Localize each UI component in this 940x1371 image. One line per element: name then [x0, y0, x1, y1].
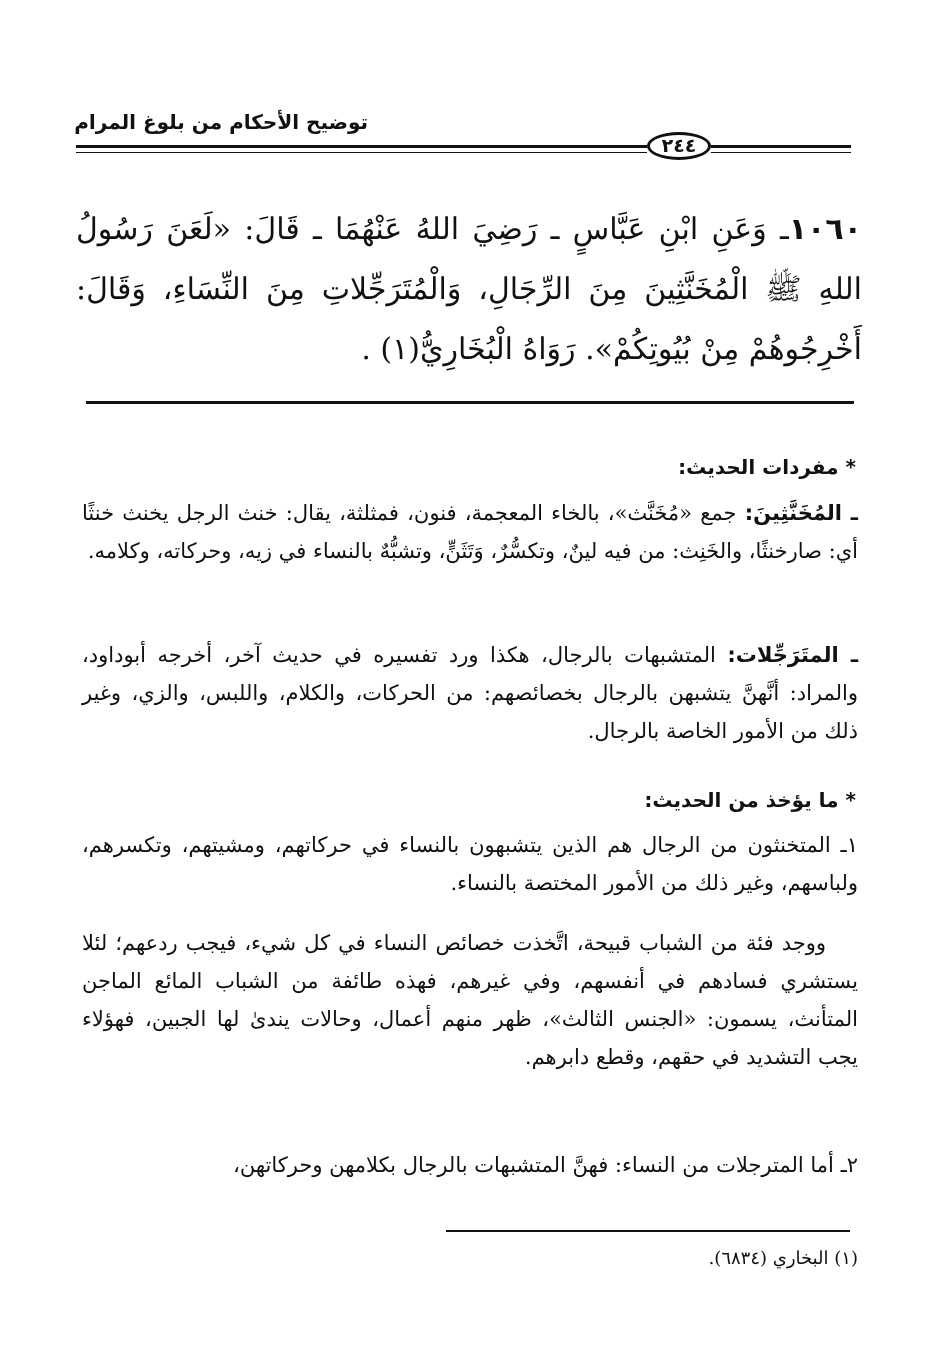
header-rule-left-top: [76, 145, 647, 148]
hadith-number: ١٠٦٠: [788, 212, 862, 247]
running-title: توضيح الأحكام من بلوغ المرام: [74, 110, 368, 134]
footnote: (١) البخاري (٦٨٣٤).: [708, 1248, 858, 1269]
vocab-term: ـ المُخَنَّثِينَ:: [744, 501, 858, 525]
vocab-term: ـ المتَرَجِّلات:: [727, 643, 858, 667]
vocab-item-mukhannathin: [82, 494, 858, 570]
vocab-item-mutarajjilat: [82, 636, 858, 750]
vocab-definition: جمع «مُخَنَّث»، بالخاء المعجمة، فنون، فمثلثة، يقال: خنث الرجل يخنث خنثًا أي: صارخنثًا، والخَنِث: من فيه لينٌ، وتكسُّرٌ، وَتَثَنٍّ، وتشبُّهٌ بالنساء في زيه، وحركاته، وكلامه.: [82, 501, 858, 563]
footnote-rule: [446, 1230, 850, 1232]
vocab-definition: المتشبهات بالرجال، هكذا ورد تفسيره في حديث آخر، أخرجه أبوداود، والمراد: أنَّهنَّ يتشبهن بالرجال بخصائصهم: من الحركات، والكلام، واللبس، والزي، وغير ذلك من الأمور الخاصة بالرجال.: [82, 643, 858, 743]
hadith-text-block: [76, 200, 862, 380]
lesson-paragraph-continuation: ووجد فئة من الشباب قبيحة، اتَّخذت خصائص النساء في كل شيء، فيجب ردعهم؛ لئلا يستشري فسادهم في أنفسهم، وفي غيرهم، فهذه طائفة من الشباب المائع الماجن المتأنث، يسمون: «الجنس الثالث»، ظهر منهم أعمال، وحالات يندىٰ لها الجبين، فهؤلاء يجب التشديد في حقهم، وقطع دابرهم.: [82, 931, 858, 1069]
lesson-item-2: ٢ـ أما المترجلات من النساء: فهنَّ المتشبهات بالرجال بكلامهن وحركاتهن،: [233, 1153, 858, 1177]
page-number: ٢٤٤: [647, 132, 711, 160]
section-divider: [86, 401, 854, 404]
header-rule-left-bottom: [76, 152, 647, 153]
header-rule-right-bottom: [711, 152, 851, 153]
lesson-item-1: ١ـ المتخنثون من الرجال هم الذين يتشبهون بالنساء في حركاتهم، ومشيتهم، وتكسرهم، ولباسهم، وغير ذلك من الأمور المختصة بالنساء.: [82, 833, 858, 895]
lessons-heading: * ما يؤخذ من الحديث:: [644, 788, 856, 812]
header-rule-right-top: [711, 145, 851, 148]
hadith-text: ـ وَعَنِ ابْنِ عَبَّاسٍ ـ رَضِيَ اللهُ عَنْهُمَا ـ قَالَ: «لَعَنَ رَسُولُ اللهِ ﷺ الْمُخَنَّثِينَ مِنَ الرِّجَالِ، وَالْمُتَرَجِّلاتِ مِنَ النِّسَاءِ، وَقَالَ: أَخْرِجُوهُمْ مِنْ بُيُوتِكُمْ». رَوَاهُ الْبُخَارِيُّ(١) .: [76, 212, 862, 367]
vocabulary-heading: * مفردات الحديث:: [678, 455, 856, 479]
